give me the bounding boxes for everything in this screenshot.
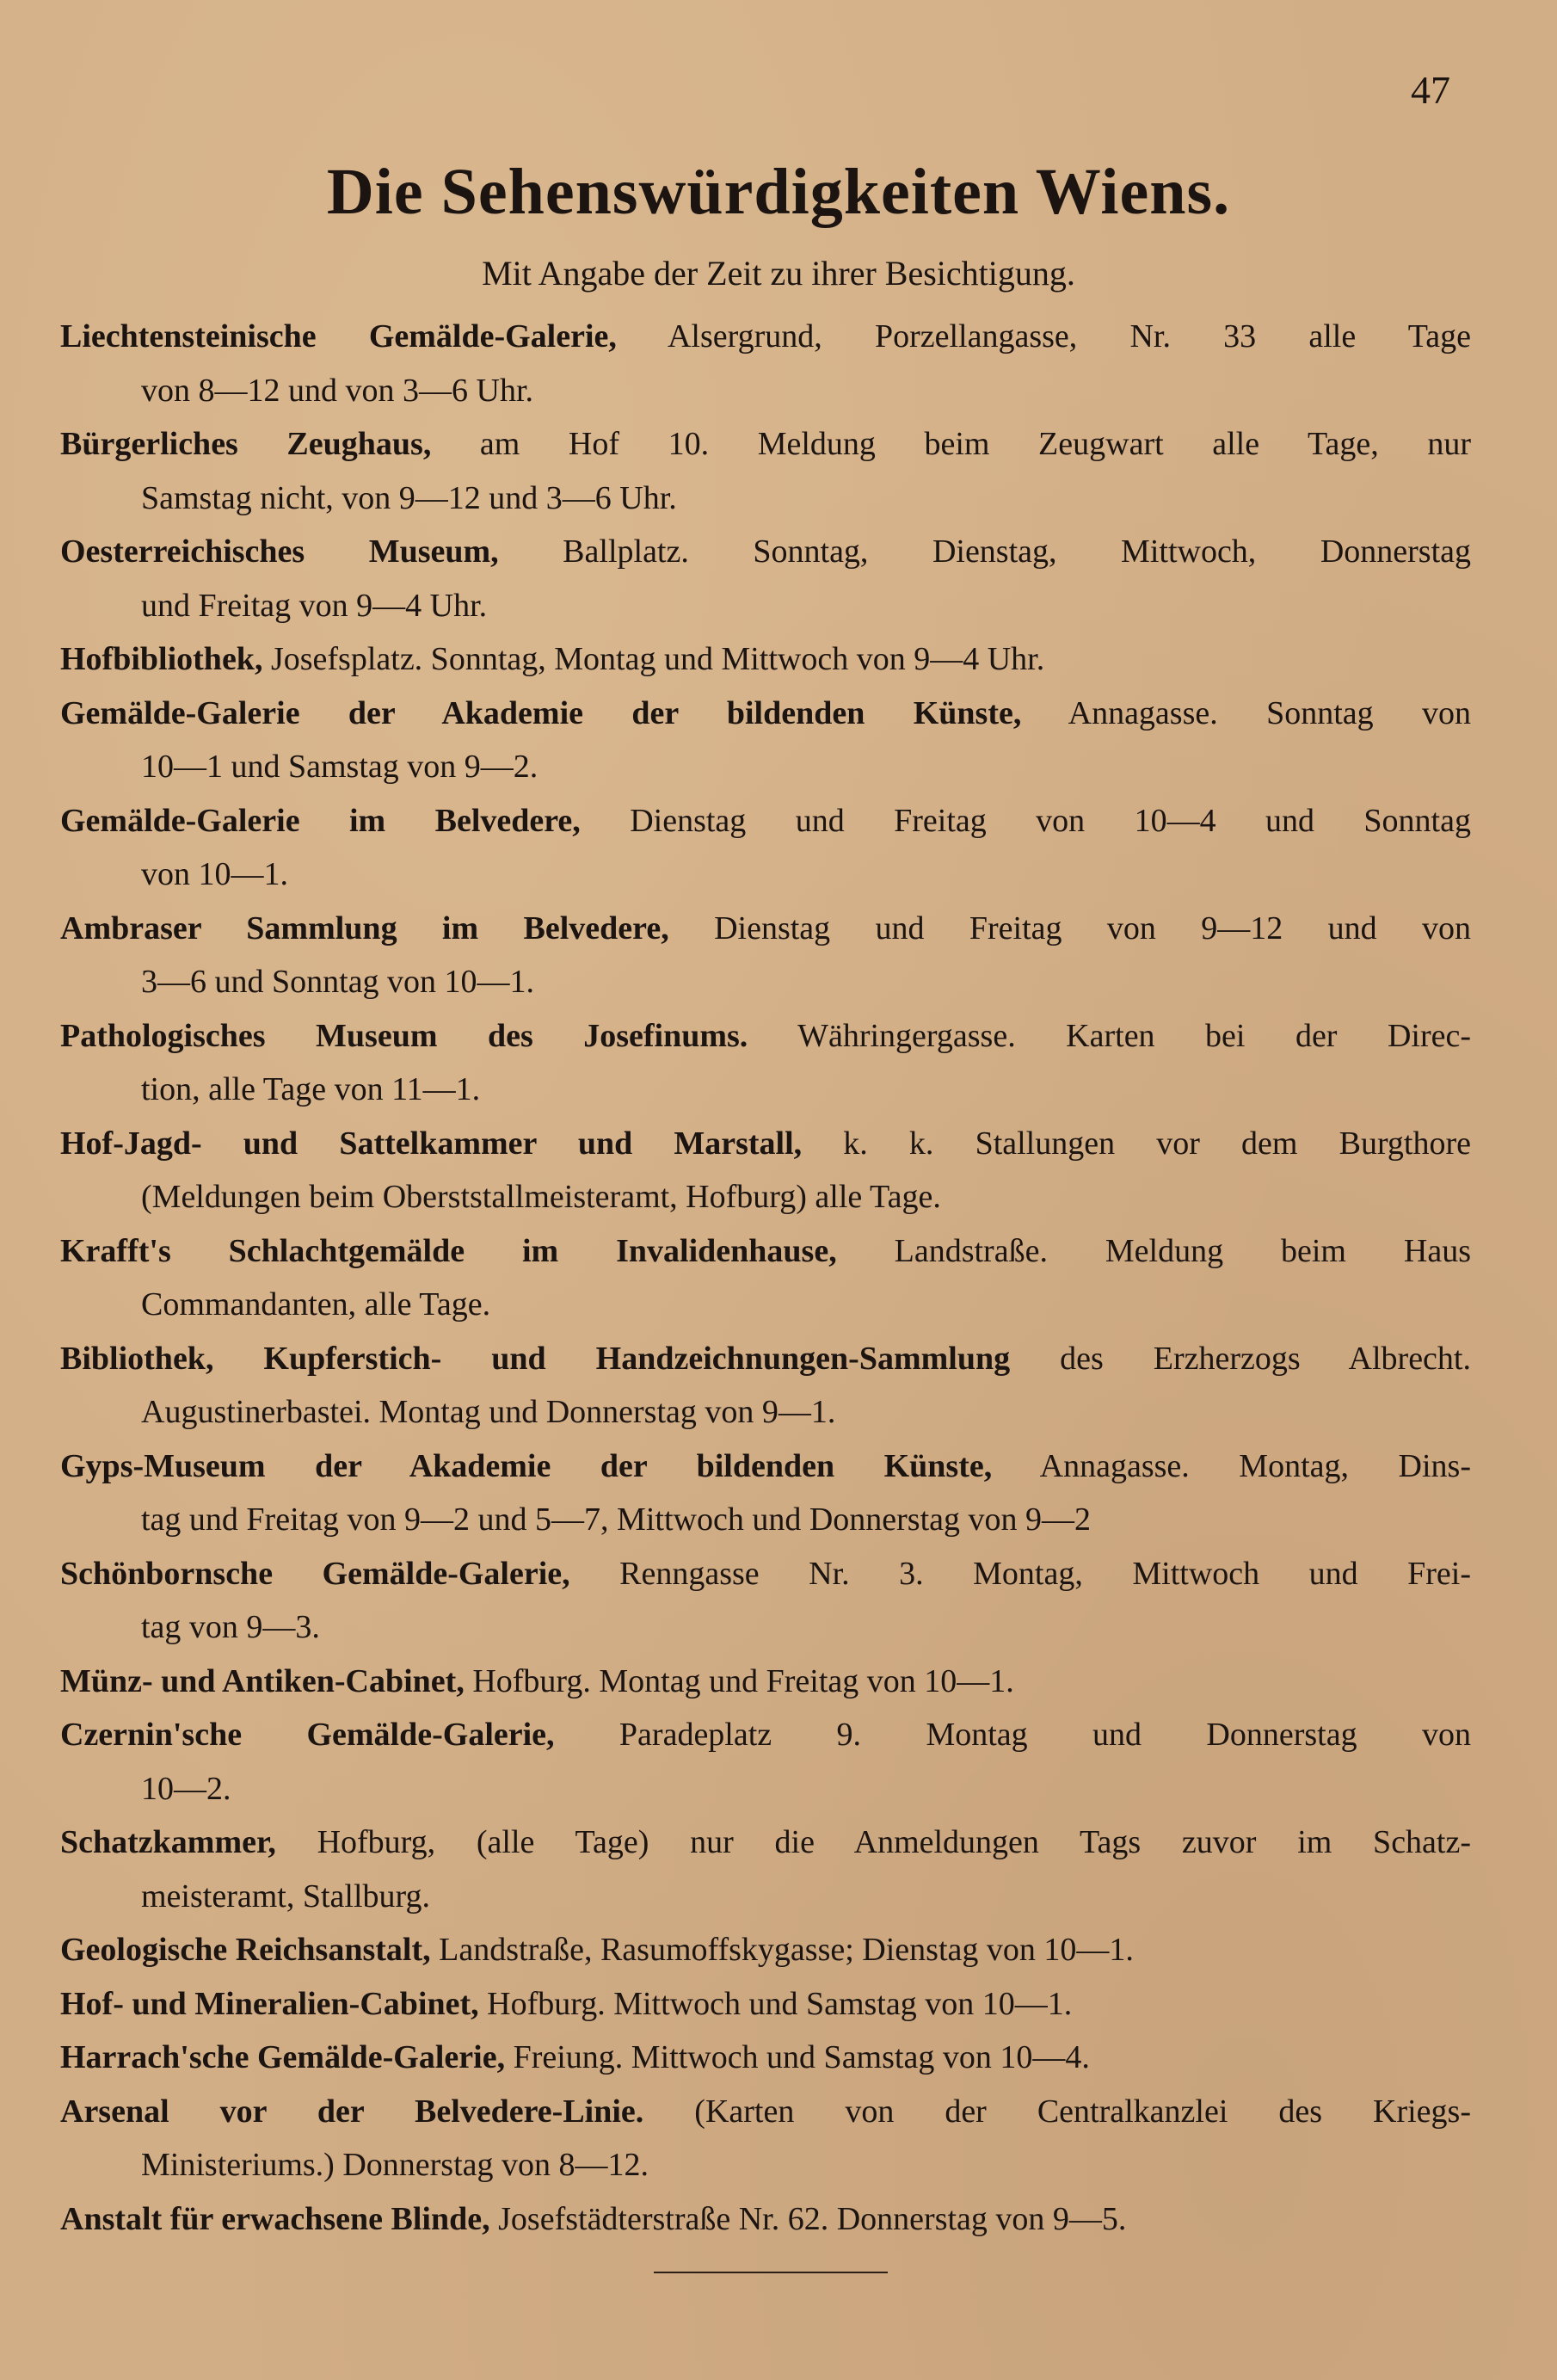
entry-continuation-line: von 10—1.: [141, 856, 288, 892]
list-item: [60, 1224, 1471, 1332]
entry-heading: Oesterreichisches Museum,: [60, 533, 499, 570]
entry-text: Währingergasse. Karten bei der Direc-: [748, 1017, 1471, 1054]
entry-continuation-line: tag von 9—3.: [141, 1609, 320, 1645]
page-title: Die Sehenswürdigkeiten Wiens.: [326, 156, 1231, 228]
entry-continuation-line: Samstag nicht, von 9—12 und 3—6 Uhr.: [141, 479, 677, 516]
entry-continuation-line: (Meldungen beim Oberststallmeisteramt, Hofburg) alle Tage.: [141, 1179, 941, 1215]
entry-text: k. k. Stallungen vor dem Burgthore: [802, 1125, 1471, 1162]
entry-text: Freiung. Mittwoch und Samstag von 10—4.: [505, 2039, 1090, 2075]
entry-continuation-line: tion, alle Tage von 11—1.: [141, 1071, 481, 1107]
entry-text: des Erzherzogs Albrecht.: [1010, 1340, 1471, 1377]
list-item: [60, 1708, 1471, 1816]
entry-text: Landstraße, Rasumoffskygasse; Dienstag von 10—1.: [430, 1932, 1134, 1968]
list-item: [60, 1009, 1471, 1117]
entry-first-line: [60, 687, 1471, 741]
list-item: [60, 902, 1471, 1009]
list-item: [60, 2192, 1471, 2247]
list-item: [60, 2031, 1471, 2085]
entry-continuation-line: 10—2.: [141, 1770, 231, 1807]
list-item: [60, 687, 1471, 794]
entry-text: (Karten von der Centralkanzlei des Kriegs-: [643, 2093, 1471, 2130]
entry-first-line: [60, 1547, 1471, 1601]
entry-first-line: [60, 902, 1471, 956]
entry-heading: Gyps-Museum der Akademie der bildenden Künste,: [60, 1447, 993, 1484]
entry-heading: Arsenal vor der Belvedere-Linie.: [60, 2093, 644, 2130]
entry-first-line: [60, 1708, 1471, 1762]
entry-first-line: [60, 1332, 1471, 1386]
end-rule: [654, 2272, 888, 2273]
entry-text: Ballplatz. Sonntag, Dienstag, Mittwoch, Donnerstag: [498, 533, 1471, 570]
entry-text: Dienstag und Freitag von 9—12 und von: [668, 909, 1471, 946]
entry-first-line: [60, 1977, 1471, 2032]
entry-heading: Bibliothek, Kupferstich- und Handzeichnungen-Sammlung: [60, 1340, 1011, 1377]
entry-text: Hofburg. Montag und Freitag von 10—1.: [464, 1662, 1014, 1699]
entry-text: Renngasse Nr. 3. Montag, Mittwoch und Frei-: [569, 1555, 1471, 1592]
entry-heading: Geologische Reichsanstalt,: [60, 1932, 431, 1968]
entry-text: Landstraße. Meldung beim Haus: [836, 1232, 1471, 1269]
entry-continuation-line: und Freitag von 9—4 Uhr.: [141, 587, 488, 624]
entry-text: am Hof 10. Meldung beim Zeugwart alle Tage, nur: [431, 426, 1471, 462]
entry-continuation-line: Ministeriums.) Donnerstag von 8—12.: [141, 2147, 649, 2183]
list-item: [60, 632, 1471, 687]
entry-text: Alsergrund, Porzellangasse, Nr. 33 alle Tage: [616, 318, 1471, 355]
entry-continuation-line: tag und Freitag von 9—2 und 5—7, Mittwoch und Donnerstag von 9—2: [141, 1501, 1092, 1538]
entry-first-line: [60, 1655, 1471, 1709]
list-item: [60, 1117, 1471, 1224]
entry-heading: Gemälde-Galerie im Belvedere,: [60, 802, 581, 839]
entry-continuation-line: von 8—12 und von 3—6 Uhr.: [141, 372, 533, 409]
entry-heading: Schönbornsche Gemälde-Galerie,: [60, 1555, 570, 1592]
entry-heading: Ambraser Sammlung im Belvedere,: [60, 909, 669, 946]
entry-text: Annagasse. Montag, Dins-: [992, 1447, 1471, 1484]
entry-first-line: [60, 525, 1471, 579]
entry-heading: Hof-Jagd- und Sattelkammer und Marstall,: [60, 1125, 803, 1162]
entry-first-line: [60, 417, 1471, 472]
list-item: [60, 1332, 1471, 1440]
entry-first-line: [60, 2192, 1471, 2247]
sights-list: [60, 310, 1471, 2246]
entry-heading: Pathologisches Museum des Josefinums.: [60, 1017, 748, 1054]
entry-text: Hofburg. Mittwoch und Samstag von 10—1.: [478, 1985, 1073, 2022]
list-item: [60, 310, 1471, 417]
entry-first-line: [60, 632, 1471, 687]
entry-first-line: [60, 1816, 1471, 1870]
page-subtitle: Mit Angabe der Zeit zu ihrer Besichtigung.: [482, 254, 1075, 293]
entry-heading: Krafft's Schlachtgemälde im Invalidenhause,: [60, 1232, 837, 1269]
list-item: [60, 1440, 1471, 1547]
list-item: [60, 417, 1471, 525]
list-item: [60, 1923, 1471, 1977]
entry-heading: Harrach'sche Gemälde-Galerie,: [60, 2039, 506, 2075]
entry-first-line: [60, 1117, 1471, 1171]
page-number: 47: [1411, 68, 1450, 112]
entry-heading: Schatzkammer,: [60, 1824, 276, 1860]
list-item: [60, 1977, 1471, 2032]
entry-first-line: [60, 1440, 1471, 1494]
entry-first-line: [60, 2031, 1471, 2085]
entry-text: Annagasse. Sonntag von: [1021, 694, 1471, 731]
list-item: [60, 2085, 1471, 2192]
entry-continuation-line: 10—1 und Samstag von 9—2.: [141, 749, 538, 785]
entry-heading: Anstalt für erwachsene Blinde,: [60, 2200, 490, 2237]
entry-text: Dienstag und Freitag von 10—4 und Sonntag: [580, 802, 1471, 839]
entry-first-line: [60, 1009, 1471, 1064]
list-item: [60, 794, 1471, 902]
entry-heading: Czernin'sche Gemälde-Galerie,: [60, 1717, 555, 1753]
entry-heading: Münz- und Antiken-Cabinet,: [60, 1662, 465, 1699]
list-item: [60, 1547, 1471, 1655]
entry-text: Josefsplatz. Sonntag, Montag und Mittwoch von 9—4 Uhr.: [262, 641, 1045, 677]
entry-continuation-line: Commandanten, alle Tage.: [141, 1286, 491, 1323]
entry-first-line: [60, 1923, 1471, 1977]
entry-text: Paradeplatz 9. Montag und Donnerstag von: [554, 1717, 1471, 1753]
list-item: [60, 525, 1471, 632]
entry-first-line: [60, 794, 1471, 848]
entry-heading: Bürgerliches Zeughaus,: [60, 426, 432, 462]
entry-first-line: [60, 1224, 1471, 1279]
entry-continuation-line: 3—6 und Sonntag von 10—1.: [141, 964, 535, 1000]
list-item: [60, 1816, 1471, 1923]
list-item: [60, 1655, 1471, 1709]
entry-continuation-line: meisteramt, Stallburg.: [141, 1877, 430, 1914]
entry-text: Josefstädterstraße Nr. 62. Donnerstag von 9—5.: [489, 2200, 1127, 2237]
entry-heading: Liechtensteinische Gemälde-Galerie,: [60, 318, 617, 355]
entry-heading: Hofbibliothek,: [60, 641, 263, 677]
entry-first-line: [60, 310, 1471, 364]
entry-heading: Hof- und Mineralien-Cabinet,: [60, 1985, 479, 2022]
entry-heading: Gemälde-Galerie der Akademie der bildenden Künste,: [60, 694, 1022, 731]
entry-text: Hofburg, (alle Tage) nur die Anmeldungen Tags zuvor im Schatz-: [275, 1824, 1471, 1860]
entry-first-line: [60, 2085, 1471, 2139]
entry-continuation-line: Augustinerbastei. Montag und Donnerstag von 9—1.: [141, 1394, 836, 1430]
